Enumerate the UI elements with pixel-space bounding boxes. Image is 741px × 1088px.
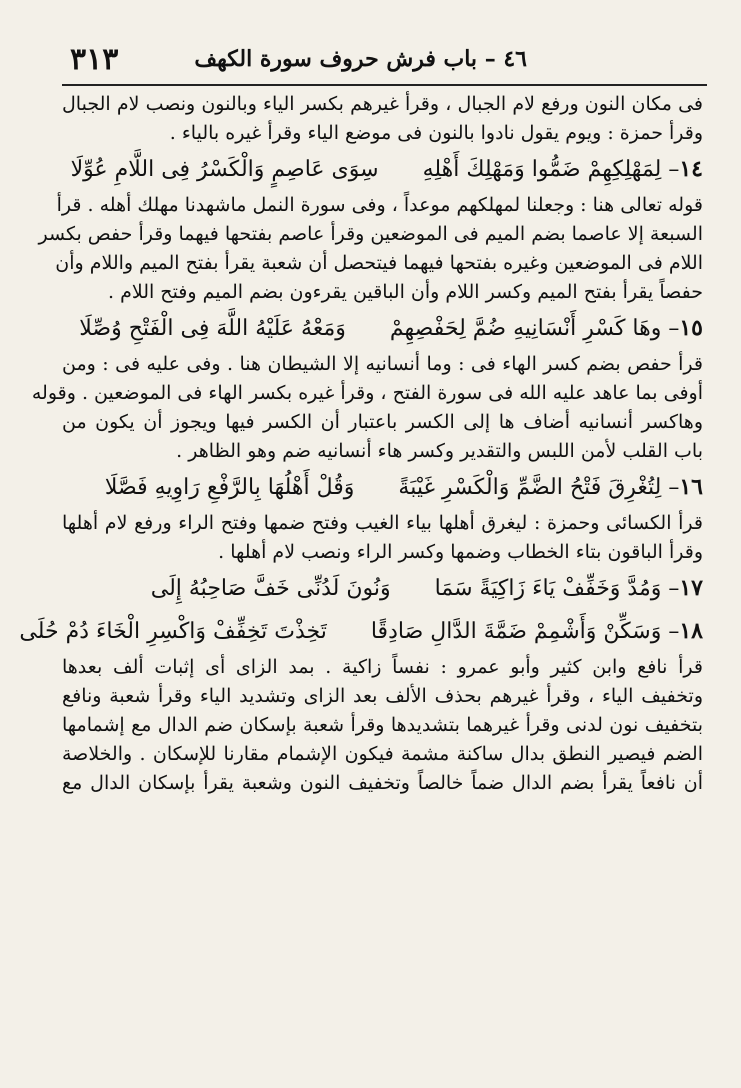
- verse-first-hemistich: – وَسَكِّنْ وَأَشْمِمْ ضَمَّةَ الدَّالِ صَادِقًا: [370, 619, 680, 644]
- text-line: أن نافعاً يقرأ بضم الدال ضماً خالصاً وتخفيف النون وشعبة يقرأ بإسكان الدال مع: [62, 772, 703, 794]
- page-body: [19, 90, 703, 1076]
- text-line: بتخفيف نون لدنى وقرأ غيرهما بتشديدها وقرأ شعبة بإسكان ضم الدال مع إشمامها: [62, 714, 703, 736]
- verse-number: ١٧: [679, 575, 703, 601]
- text-line: وقرأ الباقون بتاء الخطاب وضمها وكسر الراء ونصب لام أهلها .: [218, 541, 703, 563]
- verse-second-hemistich: وَمَعْهُ عَلَيْهُ اللَّهَ فِى الْفَتْحِ وُصِّلَا: [79, 316, 346, 341]
- verse-start: [371, 610, 703, 653]
- verse-number: ١٦: [679, 474, 703, 500]
- verse-start: [423, 148, 703, 191]
- text-line: باب القلب لأمن اللبس والتقدير وكسر هاء أنسانيه ضم وهو الظاهر .: [176, 440, 703, 462]
- header-divider: [62, 84, 707, 86]
- text-line: وتخفيف الياء ، وقرأ غيرهم بحذف الألف بعد الزاى وتشديد الياء وقرأ شعبة ونافع: [62, 685, 703, 707]
- poem-verse: [62, 148, 703, 191]
- text-line: قوله تعالى هنا : وجعلنا لمهلكهم موعداً ، وفى سورة النمل ماشهدنا مهلك أهله . قرأ: [56, 194, 703, 216]
- verse-number: ١٥: [679, 315, 703, 341]
- text-line: قرأ الكسائى وحمزة : ليغرق أهلها بياء الغيب وفتح ضمها وفتح الراء ورفع لام أهلها: [62, 512, 703, 534]
- verse-first-hemistich: – وَمُدَّ وَخَفِّفْ يَاءَ زَاكِيَةً سَمَا: [434, 576, 680, 601]
- text-line: السبعة إلا عاصما بضم الميم فى الموضعين وقرأ عاصم بفتحها فيهما وقرأ حفص بكسر: [38, 223, 703, 245]
- poem-verse: [62, 567, 703, 610]
- verse-number: ١٤: [679, 156, 703, 182]
- text-line: وقرأ حمزة : ويوم يقول نادوا بالنون فى موضع الياء وقرأ غيره بالياء .: [169, 122, 703, 144]
- text-line: اللام فى الموضعين وغيره بفتحها فيهما فيتحصل أن شعبة يقرأ بفتح الميم واللام وأن: [55, 252, 703, 274]
- verse-second-hemistich: وَنُونَ لَدُنِّى خَفَّ صَاحِبُهُ إِلَى: [150, 576, 391, 601]
- verse-start: [435, 567, 703, 610]
- verse-start: [390, 307, 703, 350]
- text-line: أوفى بما عاهد عليه الله فى سورة الفتح ، وقرأ غيره بكسر الهاء فى الموضعين . وقوله: [31, 382, 703, 404]
- text-line: وهاكسر أنسانيه أضاف ها إلى الكسر باعتبار أن الكسر فيها ويجوز أن يكون من: [62, 411, 703, 433]
- text-line: حفصاً يقرأ بفتح الميم وكسر اللام وأن الباقين يقرءون بضم الميم وفتح اللام .: [108, 281, 703, 303]
- page-number: ٣١٣: [70, 42, 119, 77]
- verse-first-hemistich: – لِتُغْرِقَ فَتْحُ الضَّمِّ وَالْكَسْرِ غَيْبَةً: [398, 475, 680, 500]
- text-line: قرأ حفص بضم كسر الهاء فى : وما أنسانيه إلا الشيطان هنا . وفى عليه فى : ومن: [62, 353, 703, 375]
- verse-second-hemistich: وَقُلْ أَهْلُهَا بِالرَّفْعِ رَاوِيهِ فَصَّلَا: [104, 475, 355, 500]
- verse-second-hemistich: تَخِذْتَ تَخِفِّفْ وَاكْسِرِ الْخَاءَ دُمْ حُلَى: [19, 619, 327, 644]
- poem-verse: [19, 610, 703, 653]
- poem-verse: [62, 466, 703, 509]
- text-line: فى مكان النون ورفع لام الجبال ، وقرأ غيرهم بكسر الياء وبالنون ونصب لام الجبال: [62, 93, 703, 115]
- verse-number: ١٨: [679, 618, 703, 644]
- verse-start: [398, 466, 703, 509]
- text-line: قرأ نافع وابن كثير وأبو عمرو : نفساً زاكية . بمد الزاى أى إثبات ألف بعدها: [62, 656, 703, 678]
- verse-first-hemistich: – وهَا كَسْرِ أَنْسَانِيهِ ضُمَّ لِحَفْصِهِمْ: [389, 316, 680, 341]
- verse-first-hemistich: – لِمَهْلِكِهِمْ ضَمُّوا وَمَهْلِكَ أَهْلِهِ: [422, 157, 680, 182]
- running-header: [62, 42, 707, 82]
- text-line: الضم فيصير النطق بدال ساكنة مشمة فيكون الإشمام مقارنا للإسكان . والخلاصة: [62, 743, 703, 765]
- verse-second-hemistich: سِوَى عَاصِمٍ وَالْكَسْرُ فِى اللَّامِ عُوِّلَا: [70, 157, 379, 182]
- poem-verse: [62, 307, 703, 350]
- chapter-title: ٤٦ – باب فرش حروف سورة الكهف: [194, 46, 527, 72]
